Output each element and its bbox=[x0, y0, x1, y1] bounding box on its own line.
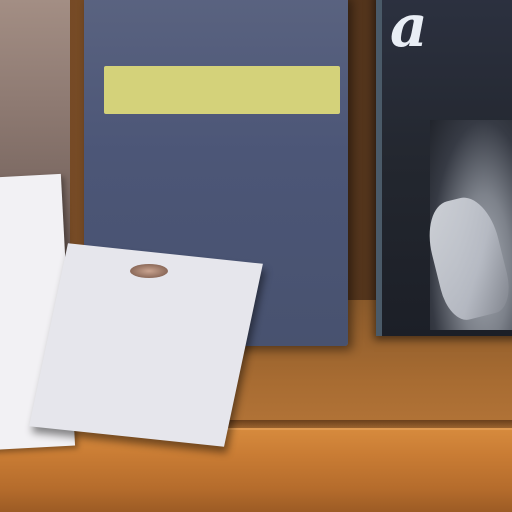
dark-book-initial: a bbox=[390, 0, 428, 60]
card-pin bbox=[130, 264, 168, 278]
left-info-card-text bbox=[6, 274, 60, 277]
grey-book-yellow-label bbox=[104, 66, 340, 114]
shelf-front-edge bbox=[0, 428, 512, 512]
grey-book-title bbox=[149, 0, 330, 62]
